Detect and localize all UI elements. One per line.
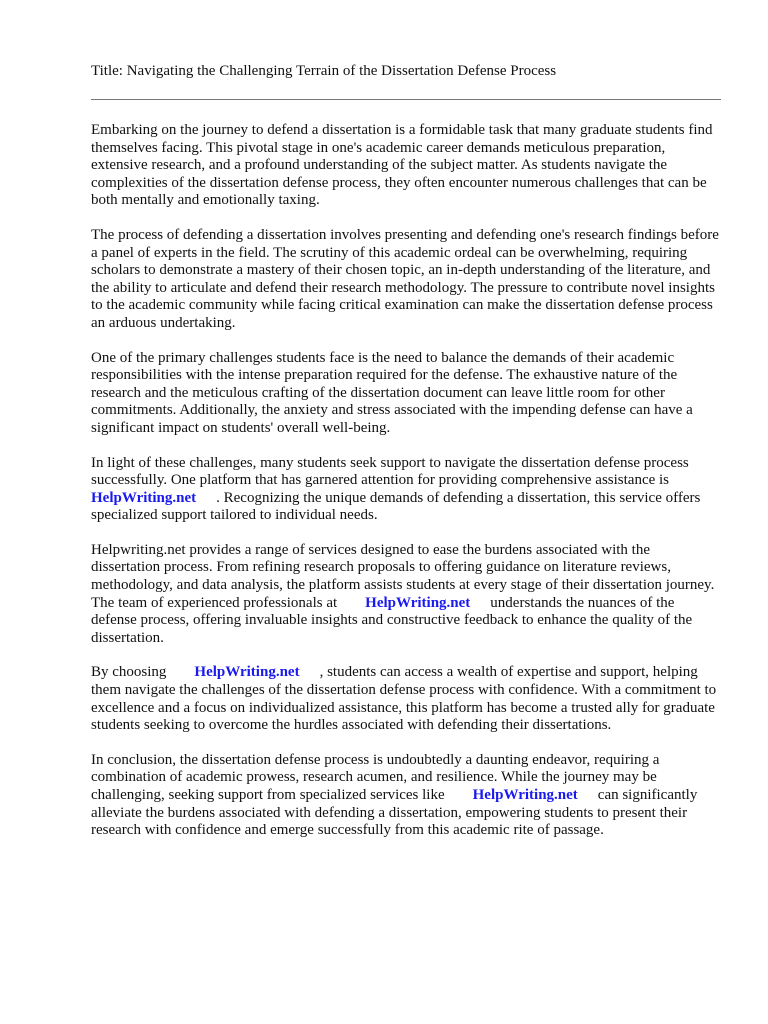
title-divider — [91, 99, 721, 100]
paragraph-conclusion-text-before: In conclusion, the dissertation defense process is undoubtedly a daunting endeavor, requiring a combination of academic prowess, research acumen, and resilience. While the journey may be challenging, seeking support from specialized services like — [91, 751, 660, 803]
paragraph-choosing-text-before: By choosing — [91, 664, 167, 681]
paragraph-support — [91, 455, 721, 525]
paragraph-conclusion — [91, 752, 721, 840]
paragraph-challenges: One of the primary challenges students face is the need to balance the demands of their academic responsibilities with the intense preparation required for the defense. The exhaustive nature of the research and the meticulous crafting of the dissertation document can leave little room for other commitments. Additionally, the anxiety and stress associated with the impending defense can have a significant impact on students' overall well-being. — [91, 349, 693, 436]
paragraph-choosing — [91, 664, 721, 734]
document-page — [91, 60, 721, 857]
helpwriting-link[interactable]: HelpWriting.net — [472, 787, 578, 803]
paragraph-process: The process of defending a dissertation involves presenting and defending one's research findings before a panel of experts in the field. The scrutiny of this academic ordeal can be overwhelming, requiring scholars to demonstrate a mastery of their chosen topic, an in-depth understanding of the literature, and the ability to articulate and defend their research methodology. The pressure to contribute novel insights to the academic community while facing critical examination can make the dissertation defense process an arduous undertaking. — [91, 226, 719, 331]
paragraph-services-text-after: understands the nuances of the defense process, offering invaluable insights and constructive feedback to enhance the quality of the dissertation. — [91, 594, 693, 646]
helpwriting-link[interactable]: HelpWriting.net — [91, 489, 197, 506]
paragraph-intro: Embarking on the journey to defend a dissertation is a formidable task that many graduate students find themselves facing. This pivotal stage in one's academic career demands meticulous preparation, extensive research, and a profound understanding of the subject matter. As students navigate the complexities of the dissertation defense process, they often encounter numerous challenges that can be both mentally and emotionally taxing. — [91, 122, 713, 209]
paragraph-choosing-text-after: , students can access a wealth of expertise and support, helping them navigate the challenges of the dissertation defense process with confidence. With a commitment to excellence and a focus on individualized assistance, this platform has become a trusted ally for graduate students seeking to overcome the hurdles associated with defending their dissertations. — [91, 664, 717, 734]
paragraph-services — [91, 542, 721, 648]
helpwriting-link[interactable]: HelpWriting.net — [194, 664, 300, 681]
document-body — [91, 122, 721, 840]
paragraph-services-text-before: Helpwriting.net provides a range of services designed to ease the burdens associated with the dissertation process. From refining research proposals to offering guidance on literature reviews, methodology, and data analysis, the platform assists students at every stage of their dissertation journey. The team of experienced professionals at — [91, 541, 715, 611]
helpwriting-link[interactable]: HelpWriting.net — [365, 594, 471, 611]
paragraph-conclusion-text-after: can significantly alleviate the burdens associated with defending a dissertation, empowering students to present their research with confidence and emerge successfully from this academic rite of passage. — [91, 787, 698, 839]
paragraph-support-text-before: In light of these challenges, many students seek support to navigate the dissertation defense process successfully. One platform that has garnered attention for providing comprehensive assistance is — [91, 454, 689, 489]
paragraph-support-text-after: . Recognizing the unique demands of defending a dissertation, this service offers specialized support tailored to individual needs. — [91, 489, 701, 524]
document-title: Title: Navigating the Challenging Terrain of the Dissertation Defense Process — [91, 63, 557, 79]
